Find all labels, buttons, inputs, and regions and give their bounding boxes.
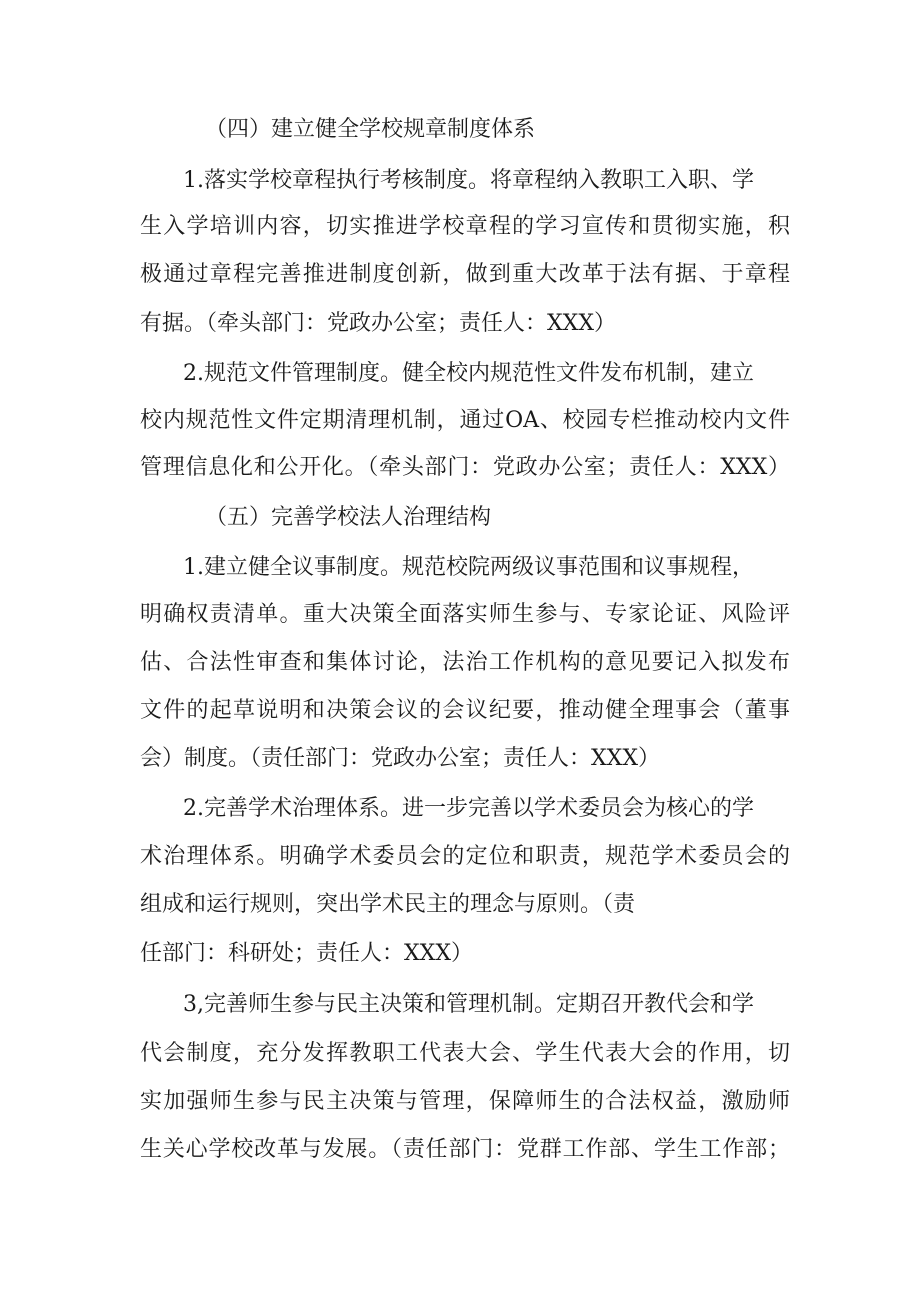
paragraph-line: 生入学培训内容，切实推进学校章程的学习宣传和贯彻实施，积: [140, 214, 790, 239]
paragraph-line: 估、合法性审查和集体讨论，法治工作机构的意见要记入拟发布: [140, 650, 790, 675]
paragraph-line: 会）制度。（责任部门：党政办公室；责任人：XXX）: [140, 746, 660, 771]
paragraph-line: 文件的起草说明和决策会议的会议纪要，推动健全理事会（董事: [140, 698, 790, 723]
paragraph-line: 明确权责清单。重大决策全面落实师生参与、专家论证、风险评: [140, 602, 790, 627]
paragraph-line: 2.规范文件管理制度。健全校内规范性文件发布机制，建立: [183, 361, 754, 386]
paragraph-line: 管理信息化和公开化。（牵头部门：党政办公室；责任人：XXX）: [140, 455, 790, 480]
paragraph-line: 1.建立健全议事制度。规范校院两级议事范围和议事规程，: [183, 555, 754, 580]
paragraph-line: 有据。（牵头部门：党政办公室；责任人：XXX）: [140, 311, 616, 336]
paragraph-line: 任部门：科研处；责任人：XXX）: [140, 941, 473, 966]
paragraph-line: 生关心学校改革与发展。（责任部门：党群工作部、学生工作部；: [140, 1137, 790, 1162]
section-heading-5: （五）完善学校法人治理结构: [205, 505, 492, 530]
paragraph-line: 组成和运行规则，突出学术民主的理念与原则。（责: [140, 892, 636, 917]
paragraph-line: 术治理体系。明确学术委员会的定位和职责，规范学术委员会的: [140, 844, 790, 869]
section-heading-4: （四）建立健全学校规章制度体系: [205, 117, 536, 142]
paragraph-line: 校内规范性文件定期清理机制，通过OA、校园专栏推动校内文件: [140, 408, 790, 433]
paragraph-line: 实加强师生参与民主决策与管理，保障师生的合法权益，激励师: [140, 1089, 790, 1114]
paragraph-line: 1.落实学校章程执行考核制度。将章程纳入教职工入职、学: [183, 168, 754, 193]
paragraph-line: 极通过章程完善推进制度创新，做到重大改革于法有据、于章程: [140, 262, 790, 287]
paragraph-line: 3,完善师生参与民主决策和管理机制。定期召开教代会和学: [183, 992, 754, 1017]
paragraph-line: 代会制度，充分发挥教职工代表大会、学生代表大会的作用，切: [140, 1041, 790, 1066]
paragraph-line: 2.完善学术治理体系。进一步完善以学术委员会为核心的学: [183, 796, 754, 821]
